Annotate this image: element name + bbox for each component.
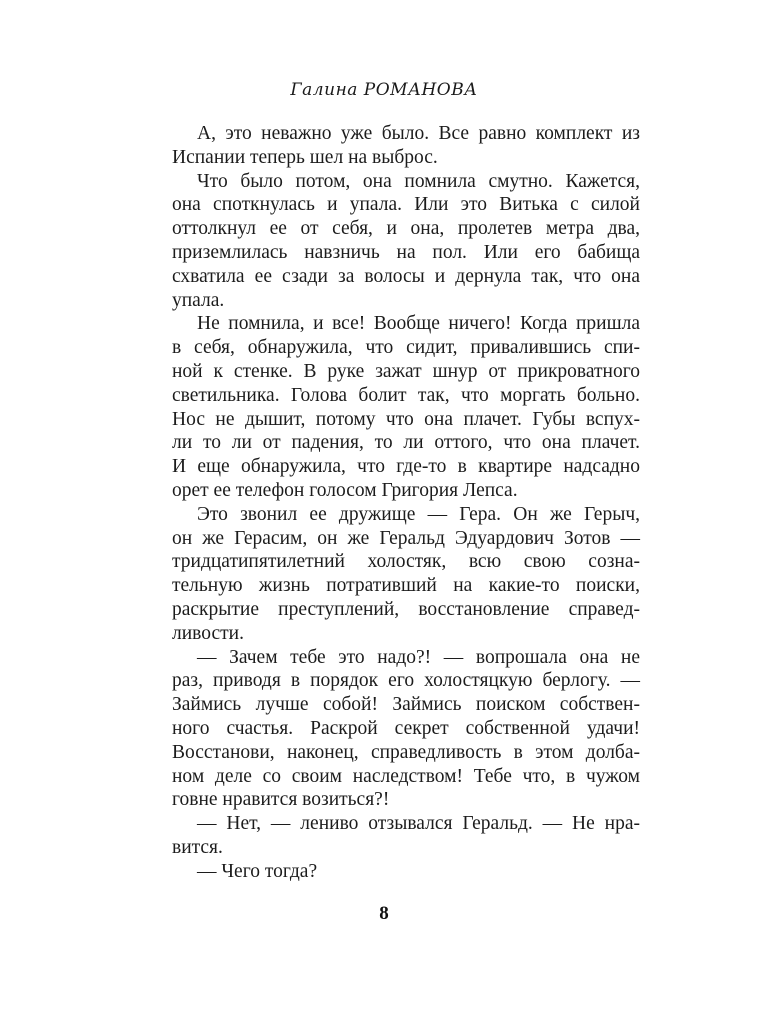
text-line: ном деле со своим наследством! Тебе что, в чужом [172,765,640,787]
text-line: раз, приводя в порядок его холостяцкую берлогу. — [172,670,640,692]
text-line: ного счастья. Раскрой секрет собственной удачи! [172,717,640,739]
text-line: Нос не дышит, потому что она плачет. Губы вспух- [172,408,640,430]
text-line: оттолкнул ее от себя, и она, пролетев метра два, [172,218,640,240]
paragraph [172,646,640,813]
paragraph [172,860,640,884]
paragraph [172,503,640,646]
text-line: схватила ее сзади за волосы и дернула так, что она [172,265,640,287]
text-line: Займись лучше собой! Займись поиском собствен- [172,694,640,716]
paragraph [172,812,640,860]
text-line: И еще обнаружила, что где-то в квартире надсадно [172,456,640,478]
running-header-author: Галина РОМАНОВА [290,80,478,100]
text-line: Что было потом, она помнила смутно. Кажется, [197,170,640,192]
text-line: Это звонил ее дружище — Гера. Он же Герыч, [197,503,640,525]
text-line: ливости. [172,622,244,644]
paragraph [172,312,640,502]
text-line: раскрытие преступлений, восстановление справед- [172,598,640,620]
text-line: — Нет, — лениво отзывался Геральд. — Не нра- [197,813,640,835]
text-line: — Чего тогда? [197,860,318,882]
text-line: он же Герасим, он же Геральд Эдуардович Зотов — [172,527,640,549]
text-line: светильника. Голова болит так, что моргать больно. [172,384,640,406]
text-line: ной к стенке. В руке зажат шнур от прикроватного [172,360,640,382]
text-line: в себя, обнаружила, что сидит, привалившись спи- [172,337,640,359]
text-line: она споткнулась и упала. Или это Витька с силой [172,194,640,216]
text-line: Восстанови, наконец, справедливость в этом долба- [172,741,640,763]
text-line: тридцатипятилетний холостяк, всю свою созна- [172,551,640,573]
text-line: вится. [172,836,223,858]
text-line: говне нравится возиться?! [172,789,390,811]
text-line: ли то ли от падения, то ли оттого, что она плачет. [172,432,640,454]
text-line: Не помнила, и все! Вообще ничего! Когда пришла [197,313,640,335]
text-line: приземлилась навзничь на пол. Или его бабища [172,241,640,263]
text-line: тельную жизнь потративший на какие-то поиски, [172,575,640,597]
body-text [172,122,640,884]
text-line: упала. [172,289,225,311]
text-line: — Зачем тебе это надо?! — вопрошала она не [197,646,640,668]
paragraph [172,170,640,313]
text-line: А, это неважно уже было. Все равно комплект из [197,123,640,144]
page-number: 8 [379,903,389,924]
text-line: Испании теперь шел на выброс. [172,146,438,168]
paragraph [172,122,640,170]
text-line: орет ее телефон голосом Григория Лепса. [172,479,518,501]
